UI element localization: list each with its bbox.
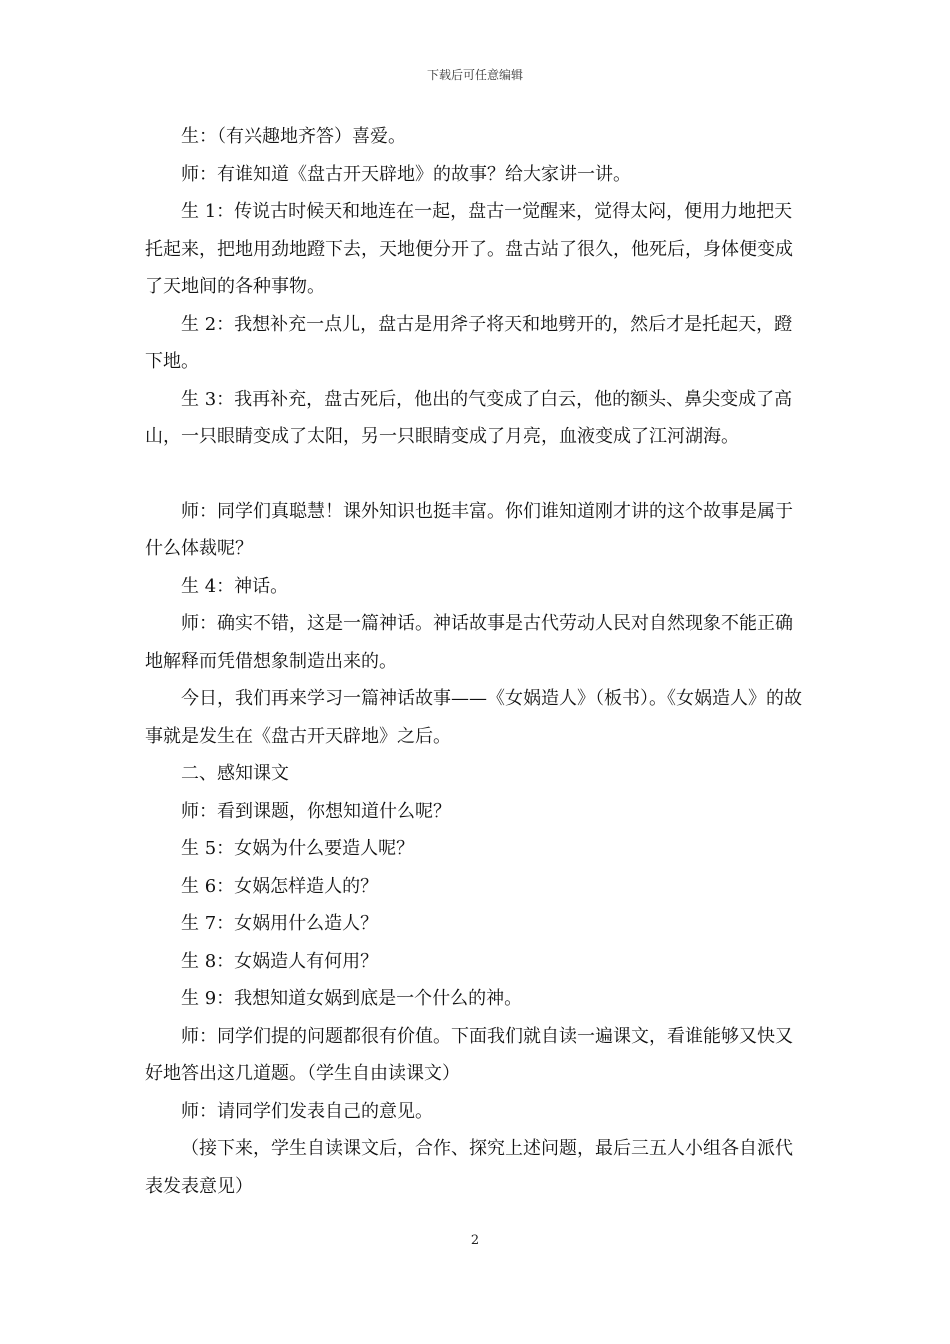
paragraph: 生 4：神话。 — [181, 575, 289, 597]
paragraph: 生 6：女娲怎样造人的？ — [181, 875, 379, 897]
paragraph: 师：看到课题，你想知道什么呢？ — [181, 800, 451, 822]
paragraph: 生 9：我想知道女娲到底是一个什么的神。 — [181, 988, 523, 1009]
paragraph: 生 8：女娲造人有何用？ — [181, 950, 379, 972]
paragraph: （接下来，学生自读课文后，合作、探究上述问题，最后三五人小组各自派代表发表意见） — [145, 1138, 793, 1197]
page-header-note: 下载后可任意编辑 — [426, 68, 523, 82]
paragraph: 生 7：女娲用什么造人？ — [181, 913, 379, 934]
paragraph: 师：确实不错，这是一篇神话。神话故事是古代劳动人民对自然现象不能正确地解释而凭借想象制造出来的。 — [145, 613, 793, 672]
blank-line — [145, 456, 810, 493]
paragraph: 生 2：我想补充一点儿，盘古是用斧子将天和地劈开的，然后才是托起天，蹬下地。 — [145, 313, 793, 372]
paragraph: 师：同学们提的问题都很有价值。下面我们就自读一遍课文，看谁能够又快又好地答出这几道题。（学生自由读课文） — [145, 1025, 793, 1084]
page-number: 2 — [470, 1233, 480, 1248]
paragraph: 今日，我们再来学习一篇神话故事——《女娲造人》（板书）。《女娲造人》的故事就是发生在《盘古开天辟地》之后。 — [145, 688, 802, 747]
document-body — [145, 118, 810, 1205]
section-heading: 二、感知课文 — [181, 763, 289, 784]
paragraph: 师：有谁知道《盘古开天辟地》的故事？给大家讲一讲。 — [181, 163, 631, 185]
paragraph: 师：请同学们发表自己的意见。 — [181, 1100, 433, 1122]
paragraph: 生 1：传说古时候天和地连在一起，盘古一觉醒来，觉得太闷，便用力地把天托起来，把地用劲地蹬下去，天地便分开了。盘古站了很久，他死后，身体便变成了天地间的各种事物。 — [145, 201, 793, 297]
paragraph: 生 5：女娲为什么要造人呢？ — [181, 838, 415, 859]
paragraph: 生 3：我再补充，盘古死后，他出的气变成了白云，他的额头、鼻尖变成了高山，一只眼睛变成了太阳，另一只眼睛变成了月亮，血液变成了江河湖海。 — [145, 388, 793, 447]
paragraph: 生：（有兴趣地齐答）喜爱。 — [181, 126, 406, 147]
paragraph: 师：同学们真聪慧！课外知识也挺丰富。你们谁知道刚才讲的这个故事是属于什么体裁呢？ — [145, 500, 793, 559]
